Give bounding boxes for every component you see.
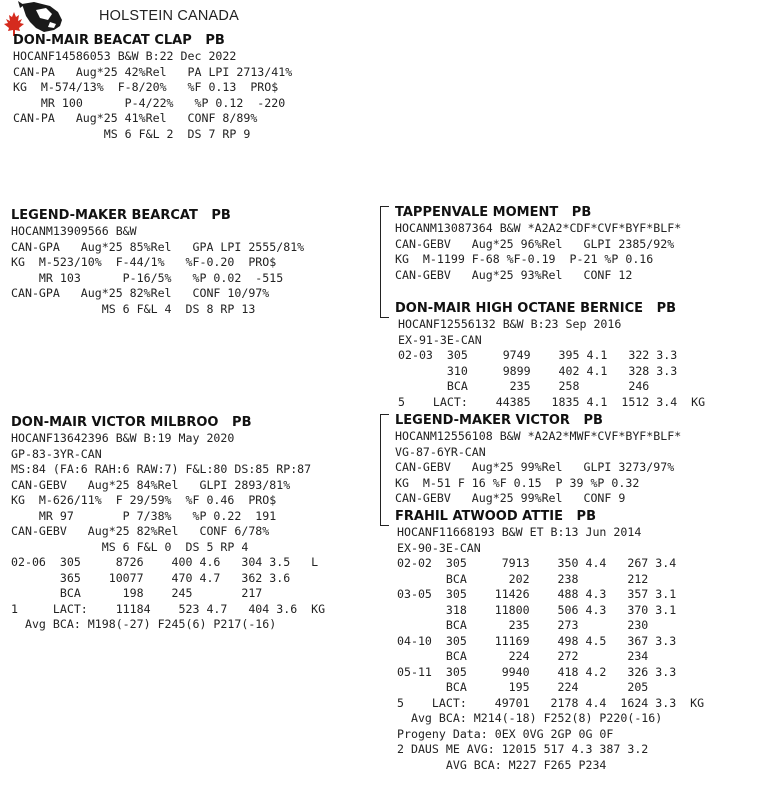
detail-line: BCA 224 272 234 xyxy=(397,649,649,663)
detail-line: MS 6 F&L 0 DS 5 RP 4 xyxy=(11,539,249,554)
detail-line: BCA 235 273 230 xyxy=(397,618,649,632)
detail-line: BCA 235 258 246 xyxy=(398,379,650,393)
detail-line: MR 100 P-4/22% %P 0.12 -220 xyxy=(13,95,286,110)
sire-sire-animal xyxy=(395,205,681,283)
animal-details xyxy=(395,525,704,773)
detail-line: 2 DAUS ME AVG: 12015 517 4.3 387 3.2 xyxy=(397,742,649,756)
detail-line: GP-83-3YR-CAN xyxy=(11,446,102,461)
detail-line: 02-06 305 8726 400 4.6 304 3.5 L xyxy=(11,555,319,569)
detail-line: CAN-GEBV Aug*25 84%Rel GLPI 2893/81% xyxy=(11,477,291,492)
animal-name: FRAHIL ATWOOD ATTIE PB xyxy=(395,509,596,524)
sire-dam-animal xyxy=(395,301,705,410)
detail-line: 310 9899 402 4.1 328 3.3 xyxy=(398,363,678,378)
detail-line: EX-90-3E-CAN xyxy=(397,540,481,555)
dam-pedigree-bracket xyxy=(380,414,389,526)
brand-name: HOLSTEIN CANADA xyxy=(99,8,239,24)
detail-line: Avg BCA: M198(-27) F245(6) P217(-16) xyxy=(11,617,277,631)
detail-line: KG M-51 F 16 %F 0.15 P 39 %P 0.32 xyxy=(395,475,640,490)
detail-line: EX-91-3E-CAN xyxy=(398,332,482,347)
detail-line: HOCANM13087364 B&W *A2A2*CDF*CVF*BYF*BLF* xyxy=(395,221,682,235)
animal-details xyxy=(395,221,681,283)
detail-line: 02-02 305 7913 350 4.4 267 3.4 xyxy=(397,556,677,570)
animal-name: DON-MAIR HIGH OCTANE BERNICE PB xyxy=(395,301,677,316)
detail-line: MR 103 P-16/5% %P 0.02 -515 xyxy=(11,270,284,285)
detail-line: HOCANF13642396 B&W B:19 May 2020 xyxy=(11,431,235,445)
detail-line: HOCANM12556108 B&W *A2A2*MWF*CVF*BYF*BLF* xyxy=(395,429,682,443)
animal-name: LEGEND-MAKER BEARCAT PB xyxy=(11,208,231,223)
detail-line: CAN-GEBV Aug*25 96%Rel GLPI 2385/92% xyxy=(395,236,675,251)
detail-line: 318 11800 506 4.3 370 3.1 xyxy=(397,602,677,617)
detail-line: Avg BCA: M214(-18) F252(8) P220(-16) xyxy=(397,711,663,725)
dam-sire-animal xyxy=(395,413,681,507)
detail-line: CAN-GEBV Aug*25 99%Rel GLPI 3273/97% xyxy=(395,460,675,474)
detail-line: VG-87-6YR-CAN xyxy=(395,444,486,459)
detail-line: 05-11 305 9940 418 4.2 326 3.3 xyxy=(397,664,677,679)
detail-line: CAN-PA Aug*25 42%Rel PA LPI 2713/41% xyxy=(13,64,293,79)
detail-line: HOCANM13909566 B&W xyxy=(11,224,137,238)
detail-line: KG M-574/13% F-8/20% %F 0.13 PRO$ xyxy=(13,80,279,94)
detail-line: AVG BCA: M227 F265 P234 xyxy=(397,757,607,772)
animal-name: LEGEND-MAKER VICTOR PB xyxy=(395,413,603,428)
animal-details xyxy=(395,429,681,507)
animal-name: DON-MAIR BEACAT CLAP PB xyxy=(13,33,225,48)
detail-line: BCA 198 245 217 xyxy=(11,586,263,600)
detail-line: 03-05 305 11426 488 4.3 357 3.1 xyxy=(397,587,677,601)
animal-name: DON-MAIR VICTOR MILBROO PB xyxy=(11,415,252,430)
animal-details xyxy=(395,317,705,410)
detail-line: CAN-GEBV Aug*25 99%Rel CONF 9 xyxy=(395,491,626,505)
dam-dam-animal xyxy=(395,509,704,773)
detail-line: KG M-1199 F-68 %F-0.19 P-21 %P 0.16 xyxy=(395,252,654,266)
detail-line: 1 LACT: 11184 523 4.7 404 3.6 KG xyxy=(11,601,326,616)
detail-line: HOCANF12556132 B&W B:23 Sep 2016 xyxy=(398,317,622,331)
detail-line: BCA 195 224 205 xyxy=(397,680,649,694)
detail-line: MS:84 (FA:6 RAH:6 RAW:7) F&L:80 DS:85 RP:87 xyxy=(11,462,312,476)
detail-line: 365 10077 470 4.7 362 3.6 xyxy=(11,570,291,585)
detail-line: MS 6 F&L 4 DS 8 RP 13 xyxy=(11,301,256,316)
detail-line: CAN-GEBV Aug*25 82%Rel CONF 6/78% xyxy=(11,524,270,538)
detail-line: CAN-GEBV Aug*25 93%Rel CONF 12 xyxy=(395,267,633,282)
detail-line: KG M-523/10% F-44/1% %F-0.20 PRO$ xyxy=(11,255,277,269)
detail-line: KG M-626/11% F 29/59% %F 0.46 PRO$ xyxy=(11,493,277,507)
sire-pedigree-bracket xyxy=(380,206,389,318)
dam-animal xyxy=(11,415,325,633)
detail-line: 02-03 305 9749 395 4.1 322 3.3 xyxy=(398,348,678,362)
detail-line: 5 LACT: 44385 1835 4.1 1512 3.4 KG xyxy=(398,394,706,409)
detail-line: BCA 202 238 212 xyxy=(397,571,649,586)
detail-line: HOCANF11668193 B&W ET B:13 Jun 2014 xyxy=(397,525,642,539)
animal-details xyxy=(11,431,325,633)
detail-line: 5 LACT: 49701 2178 4.4 1624 3.3 KG xyxy=(397,695,705,710)
detail-line: CAN-GPA Aug*25 82%Rel CONF 10/97% xyxy=(11,286,270,300)
sire-animal xyxy=(11,208,304,317)
detail-line: Progeny Data: 0EX 0VG 2GP 0G 0F xyxy=(397,726,614,741)
detail-line: 04-10 305 11169 498 4.5 367 3.3 xyxy=(397,633,677,648)
cow-head-icon xyxy=(18,1,62,32)
detail-line: HOCANF14586053 B&W B:22 Dec 2022 xyxy=(13,49,237,63)
subject-animal xyxy=(13,33,292,142)
animal-details xyxy=(11,224,304,317)
detail-line: CAN-PA Aug*25 41%Rel CONF 8/89% xyxy=(13,111,258,125)
detail-line: MR 97 P 7/38% %P 0.22 191 xyxy=(11,508,277,523)
animal-details xyxy=(13,49,292,142)
detail-line: MS 6 F&L 2 DS 7 RP 9 xyxy=(13,126,251,141)
animal-name: TAPPENVALE MOMENT PB xyxy=(395,205,592,220)
detail-line: CAN-GPA Aug*25 85%Rel GPA LPI 2555/81% xyxy=(11,239,305,254)
